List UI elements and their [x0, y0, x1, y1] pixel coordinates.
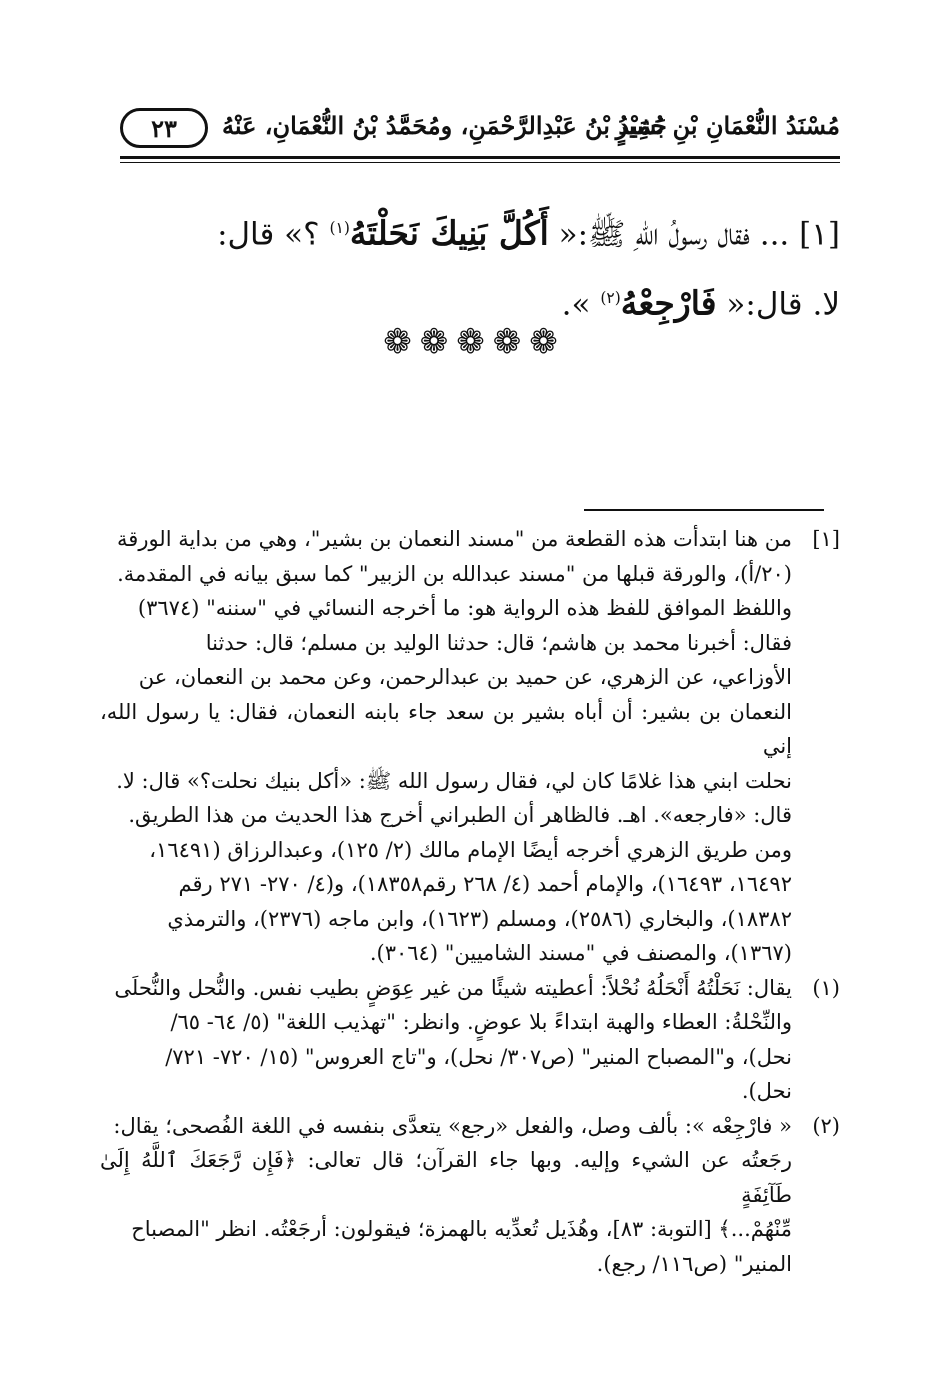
footnote-line: قال: «فارجعه». اهـ. فالظاهر أن الطبراني أخرج هذا الحديث من هذا الطريق.: [128, 803, 792, 827]
page-number-badge: [120, 108, 208, 148]
footnote-line: المنير" (ص١١٦/ رجع).: [596, 1251, 792, 1276]
footnote-line: ١٦٤٩٢، ١٦٤٩٣)، والإمام أحمد (٤/ ٢٦٨ رقم١٨٣٥٨)، و(٤/ ٢٧٠- ٢٧١ رقم: [178, 872, 792, 896]
running-header: [120, 103, 840, 153]
footnote-line: فقال: أخبرنا محمد بن هاشم؛ قال: حدثنا الوليد بن مسلم؛ قال: حدثنا: [205, 630, 792, 655]
footnote-body: [100, 971, 792, 1109]
main-text: [120, 196, 840, 337]
footnote-ref-2: (٢): [600, 289, 621, 308]
footnote-line: ومن طريق الزهري أخرجه أيضًا الإمام مالك (٢/ ١٢٥)، وعبدالرزاق (١٦٤٩١،: [149, 837, 792, 862]
footnote-line: الأوزاعي، عن الزهري، عن حميد بن عبدالرحمن، وعن محمد بن النعمان، عن: [138, 665, 792, 689]
footnote-line: يقال: نَحَلْتُهُ أَنْحَلُهُ نُحْلاً: أعطيته شيئًا من غير عِوَضٍ بطيب نفس. والنُّحل والنُّحلَى: [114, 975, 792, 1000]
hadith-text-1: أَكُلَّ بَنِيكَ نَحَلْتَهُ: [349, 213, 549, 253]
page-number: ٢٣: [151, 113, 177, 143]
footnote-line: نحلت ابني هذا غلامًا كان لي، فقال رسول الله ﷺ: «أكل بنيك نحلت؟» قال: لا.: [116, 768, 792, 793]
main-line-1-start: [١] ... فقال رسولُ اللهِ ﷺ:«: [558, 216, 840, 253]
footnote-number: [١]: [812, 527, 840, 551]
ornament-divider: ❁❁❁❁❁: [383, 322, 566, 362]
footnote-line: نحل)، و"المصباح المنير" (ص٣٠٧/ نحل)، و"تاج العروس" (١٥/ ٧٢٠- ٧٢١/: [165, 1044, 792, 1069]
header-title-right: مُسْنَدُ النُّعْمَانِ بْنِ بَشِيرٍ: [615, 111, 840, 140]
footnote-body: [100, 522, 792, 971]
footnote-ref-1: (١): [329, 219, 350, 237]
footnote-line: (٢٠/أ)، والورقة قبلها من "مسند عبدالله بن الزبير" كما سبق بيانه في المقدمة.: [117, 561, 792, 586]
hadith-text-2: فَارْجِعْهُ: [620, 283, 717, 323]
footnote-line: « فارْجِعْه »: بألف وصل، والفعل «رجع» يتعدَّى بنفسه في اللغة الفُصحى؛ يقال:: [113, 1113, 792, 1138]
header-rule-thick: [120, 156, 840, 159]
footnote-line: من هنا ابتدأت هذه القطعة من "مسند النعمان بن بشير"، وهي من بداية الورقة: [117, 527, 792, 551]
footnote-line: رجَعتُه عن الشيء وإليه. وبها جاء القرآن؛ قال تعالى: ﴿فَإِن رَّجَعَكَ ٱللَّهُ إِلَىٰ طَآئِفَةٍ: [100, 1148, 792, 1207]
footnote-body: [100, 1109, 792, 1282]
main-line-1: [120, 196, 840, 266]
main-line-2-start: لا. قال:«: [726, 286, 840, 323]
footnote-line: مِّنْهُمْ...﴾ [التوبة: ٨٣]، وهُذَيل تُعدِّيه بالهمزة؛ فيقولون: أرجَعْتُه. انظر "المصباح: [131, 1217, 792, 1241]
footnote-separator: [584, 509, 824, 511]
footnote: [100, 522, 840, 971]
footnote: [100, 1109, 840, 1282]
footnote-line: والنِّحْلةُ: العطاء والهبة ابتداءً بلا عوضٍ. وانظر: "تهذيب اللغة" (٥/ ٦٤- ٦٥/: [170, 1010, 792, 1034]
footnote-number: (٢): [812, 1113, 840, 1138]
header-title-left: حُمَيْدُ بْنُ عَبْدِالرَّحْمَنِ، ومُحَمَّدُ بْنُ النُّعْمَانِ، عَنْهُ: [222, 111, 667, 140]
footnote-number: (١): [812, 975, 840, 1000]
main-line-1-end: ؟» قال:: [217, 216, 320, 253]
main-line-2-end: ».: [561, 286, 591, 323]
footnote-line: نحل).: [741, 1079, 792, 1103]
footnote-line: (١٣٦٧)، والمصنف في "مسند الشاميين" (٣٠٦٤).: [369, 941, 792, 965]
footnote-line: ١٨٣٨٢)، والبخاري (٢٥٨٦)، ومسلم (١٦٢٣)، وابن ماجه (٢٣٧٦)، والترمذي: [167, 906, 792, 931]
footnote-line: واللفظ الموافق للفظ هذه الرواية هو: ما أخرجه النسائي في "سننه" (٣٦٧٤): [137, 596, 792, 620]
footnote-line: النعمان بن بشير: أن أباه بشير بن سعد جاء بابنه النعمان، فقال: يا رسول الله، إني: [100, 699, 792, 758]
footnotes: [100, 522, 840, 1281]
header-rule-thin: [120, 162, 840, 163]
footnote: [100, 971, 840, 1109]
